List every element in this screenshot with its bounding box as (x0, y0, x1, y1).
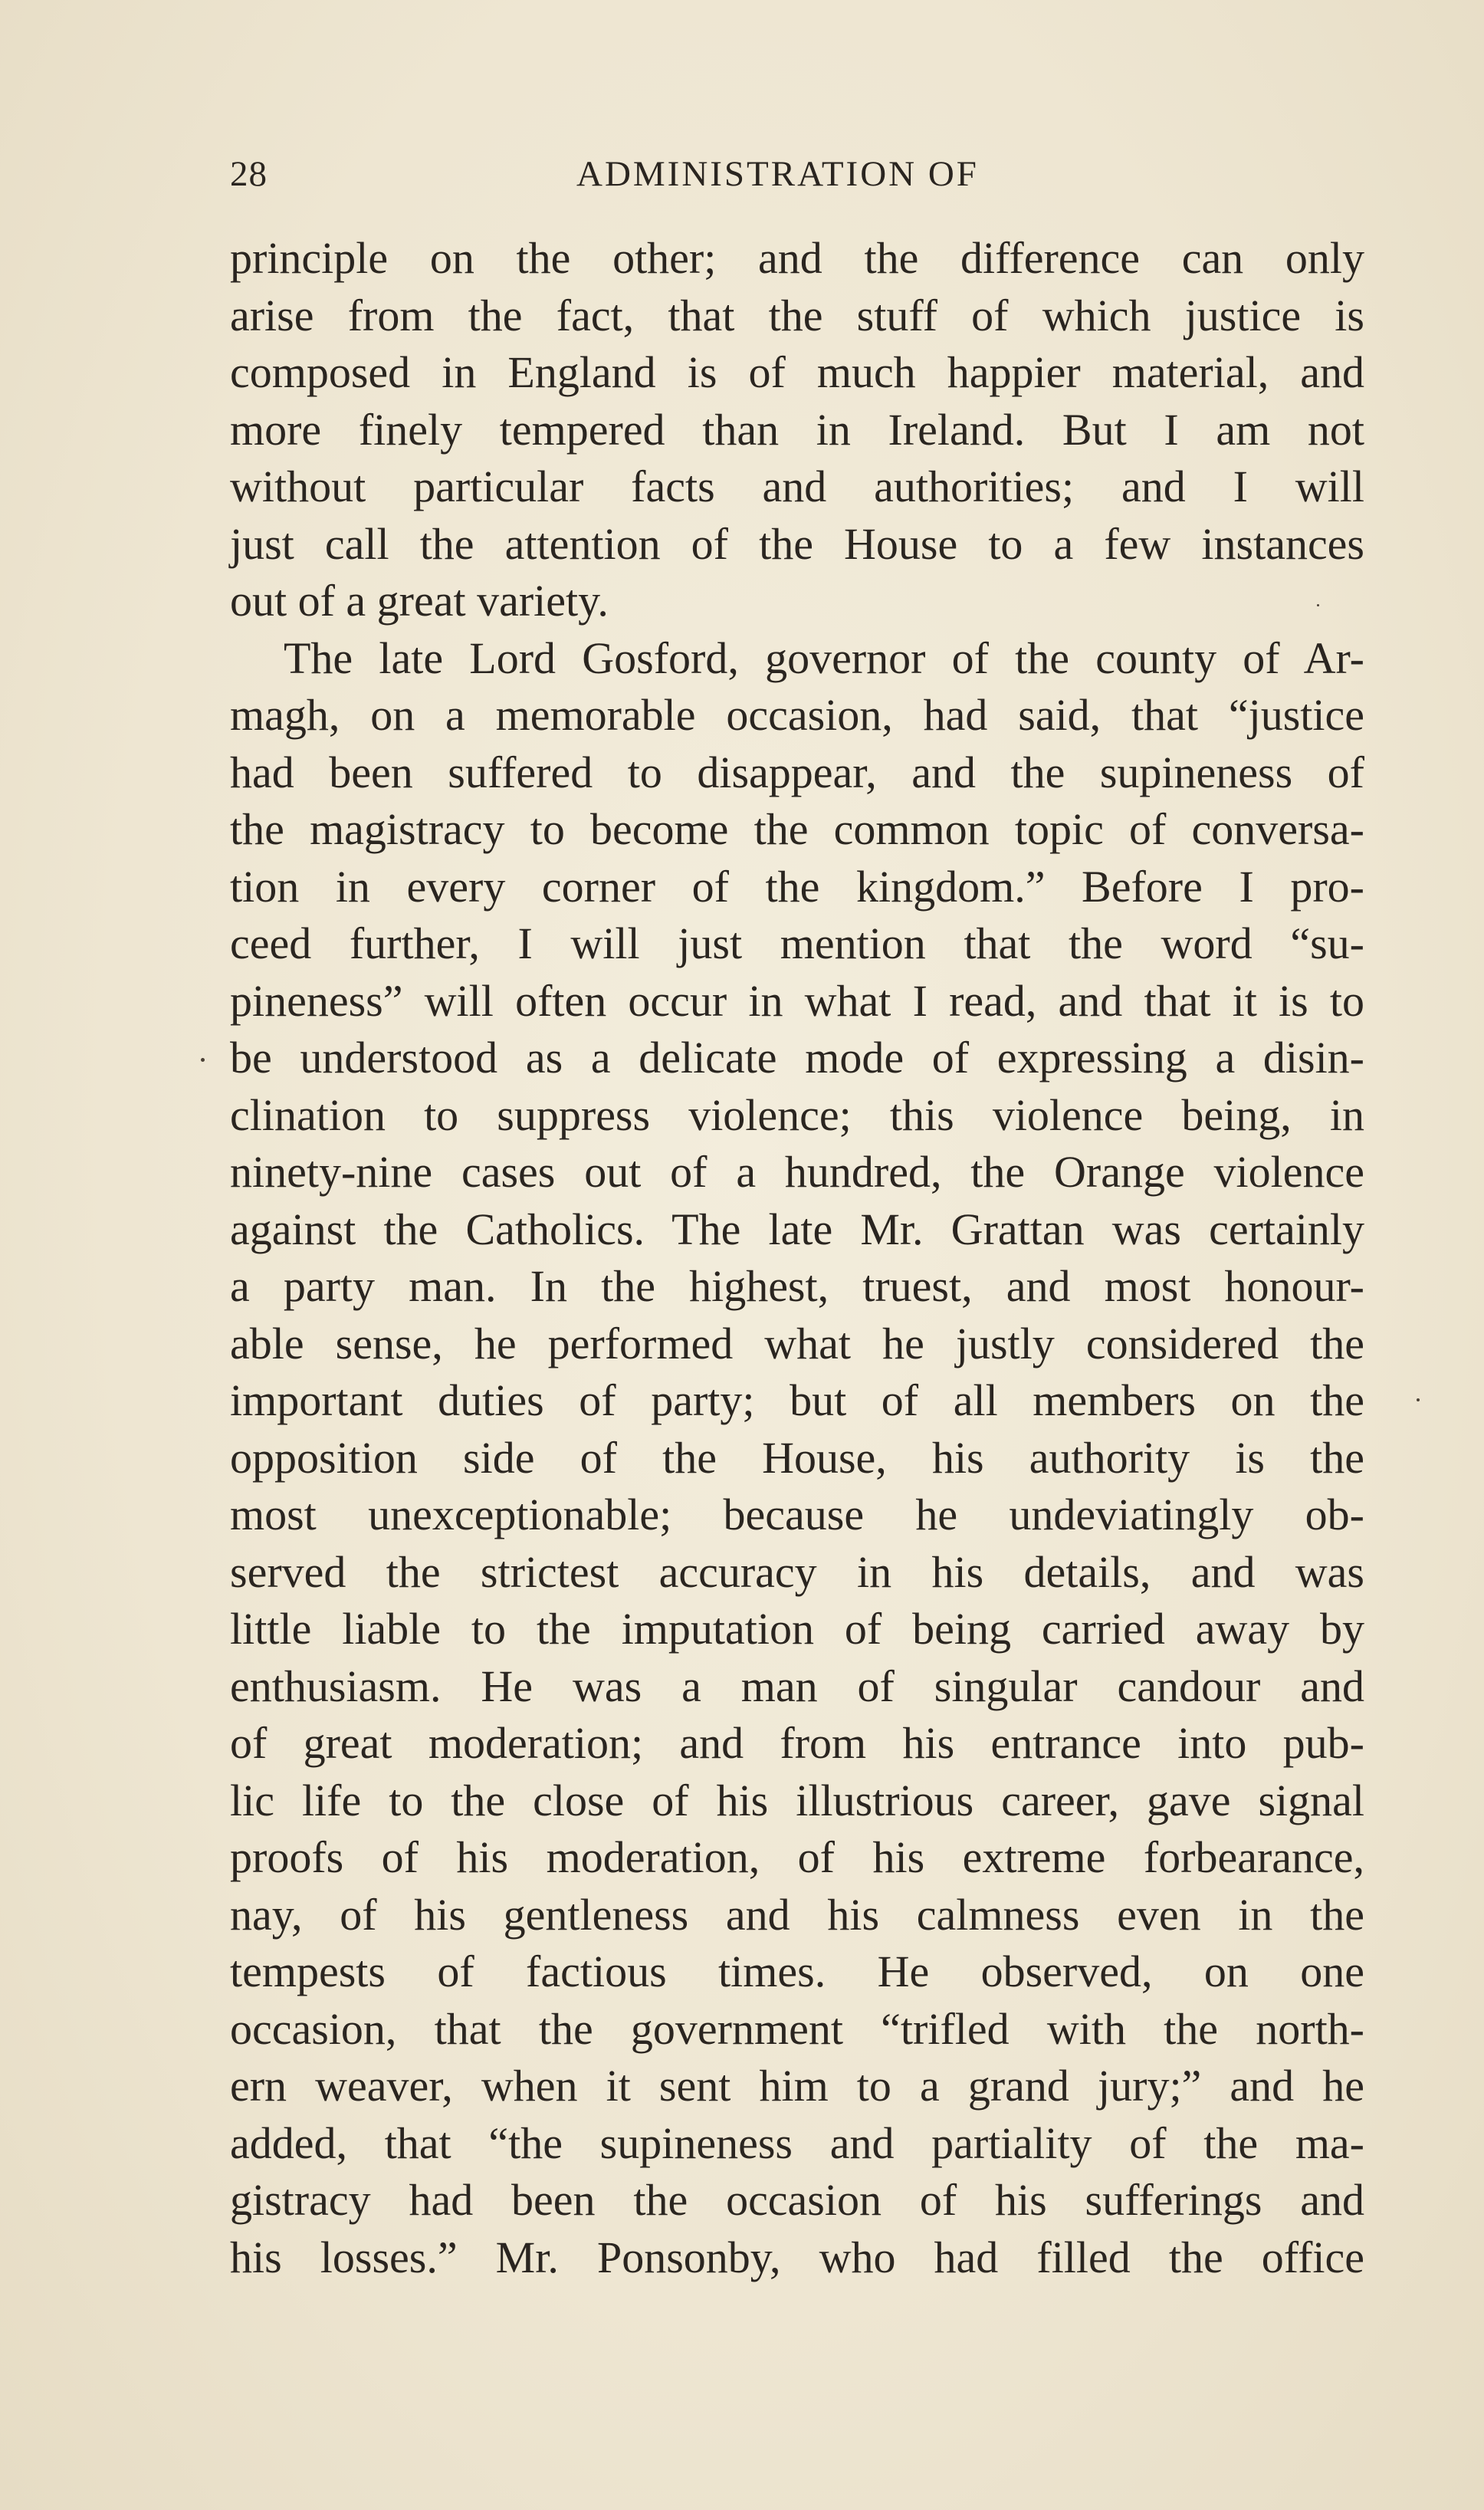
text-line: little liable to the imputation of being carried away by (230, 1604, 1364, 1654)
body-text (230, 230, 1364, 2286)
text-line: able sense, he performed what he justly considered the (230, 1318, 1364, 1368)
text-line: the magistracy to become the common topic of conversa- (230, 804, 1364, 854)
text-line: ceed further, I will just mention that the word “su- (230, 918, 1364, 968)
text-line: opposition side of the House, his authority is the (230, 1432, 1364, 1483)
text-line: most unexceptionable; because he undeviatingly ob- (230, 1490, 1364, 1539)
ink-speck (1317, 604, 1319, 606)
text-line: be understood as a delicate mode of expressing a disin- (230, 1033, 1364, 1083)
ink-speck (201, 1058, 205, 1062)
text-line: of great moderation; and from his entrance into pub- (230, 1718, 1364, 1768)
text-line: tion in every corner of the kingdom.” Before I pro- (230, 861, 1364, 912)
text-line: arise from the fact, that the stuff of which justice is (230, 290, 1364, 340)
paragraph-start-line: The late Lord Gosford, governor of the county of Ar- (284, 632, 1364, 683)
text-line: principle on the other; and the difference can only (230, 233, 1364, 283)
text-line: his losses.” Mr. Ponsonby, who had filled the office (230, 2232, 1364, 2282)
text-line: enthusiasm. He was a man of singular candour and (230, 1661, 1364, 1711)
text-line: composed in England is of much happier material, and (230, 347, 1364, 397)
text-line: just call the attention of the House to a few instances (230, 518, 1364, 569)
text-line: magh, on a memorable occasion, had said, that “justice (230, 690, 1364, 740)
text-line: a party man. In the highest, truest, and most honour- (230, 1261, 1364, 1311)
text-line: had been suffered to disappear, and the supineness of (230, 747, 1364, 797)
text-line: proofs of his moderation, of his extreme forbearance, (230, 1832, 1364, 1882)
text-line: out of a great variety. (230, 576, 609, 626)
text-line: ninety-nine cases out of a hundred, the Orange violence (230, 1147, 1364, 1197)
page-header (230, 153, 1372, 207)
text-line: occasion, that the government “trifled with the north- (230, 2003, 1364, 2054)
text-line: more finely tempered than in Ireland. But I am not (230, 404, 1364, 455)
text-line: gistracy had been the occasion of his sufferings and (230, 2175, 1364, 2225)
text-line: served the strictest accuracy in his details, and was (230, 1546, 1364, 1597)
text-line: tempests of factious times. He observed, on one (230, 1947, 1364, 1996)
ink-speck (1417, 1398, 1420, 1401)
text-line: lic life to the close of his illustrious career, gave signal (230, 1775, 1364, 1825)
text-line: added, that “the supineness and partiality of the ma- (230, 2117, 1364, 2168)
text-line: clination to suppress violence; this violence being, in (230, 1089, 1364, 1140)
text-line: important duties of party; but of all members on the (230, 1375, 1364, 1425)
page-number: 28 (230, 154, 268, 194)
text-line: nay, of his gentleness and his calmness even in the (230, 1889, 1364, 1940)
running-head: ADMINISTRATION OF (576, 154, 979, 194)
text-line: without particular facts and authorities; and I will (230, 462, 1364, 511)
text-line: against the Catholics. The late Mr. Grattan was certainly (230, 1204, 1364, 1254)
text-line: pineness” will often occur in what I read, and that it is to (230, 975, 1364, 1026)
text-line: ern weaver, when it sent him to a grand jury;” and he (230, 2061, 1364, 2111)
